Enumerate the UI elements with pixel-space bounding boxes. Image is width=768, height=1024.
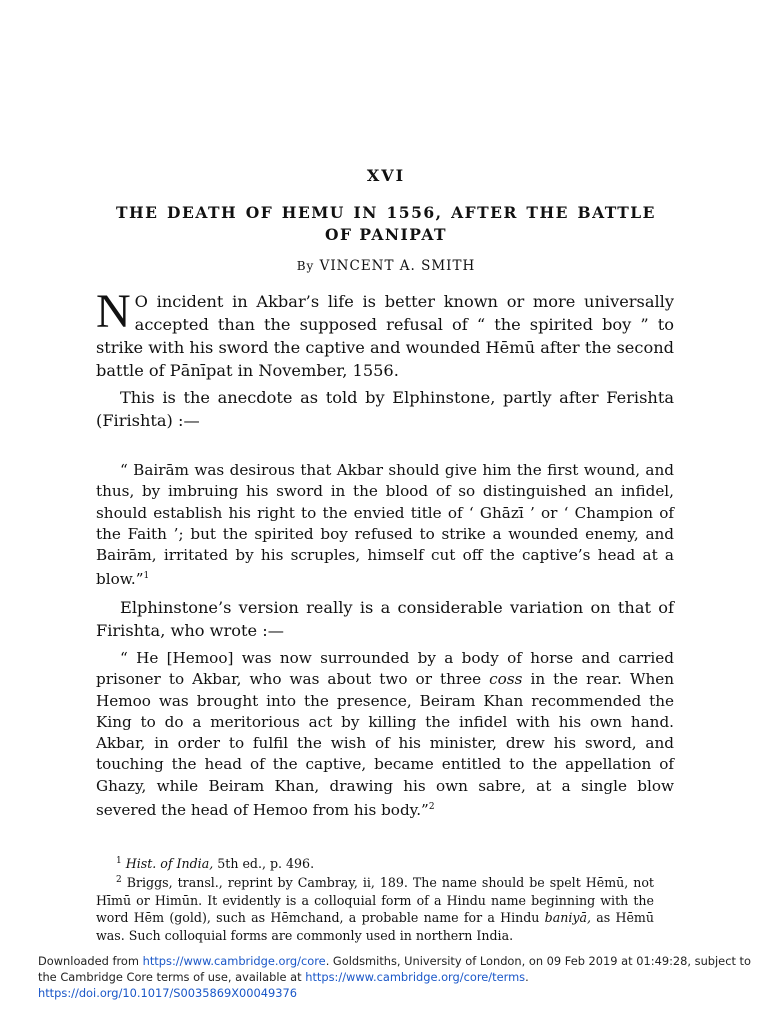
quote-2-coss: coss (489, 670, 523, 689)
paragraph-2: This is the anecdote as told by Elphinstone, partly after Ferishta (Firishta) :— (96, 388, 674, 430)
drop-cap: N (96, 285, 131, 338)
cambridge-core-link[interactable]: https://www.cambridge.org/core (142, 954, 326, 968)
footnote-1-title: Hist. of India, (125, 856, 214, 872)
footnote-2-part2: as Hēmū was. Such colloquial forms are commonly used in northern India. (96, 910, 654, 943)
quote-2-part2: in the rear. When Hemoo was brought into the presence, Beiram Khan recommended the King to do a meritorious act by killing the infidel with his own hand. Akbar, in order to fulfil the wish of his minister, drew his sword, and touching the head of the captive, became entitled to the appellation of Ghazy, while Beiram Khan, drawing his own sabre, at a single blow severed the head of Hemoo from his body.” (96, 670, 674, 820)
footer-text-1: Downloaded from (38, 954, 139, 968)
quote-elphinstone (96, 460, 674, 591)
byline (96, 258, 676, 274)
footer-text-2: . Goldsmiths, University of London, on 09 Feb 2019 at 01:49:28, subject to the Cambridge Core terms of use, available at (38, 954, 751, 984)
footnote-2-mark: 2 (116, 875, 122, 885)
footnote-2-part1: Briggs, transl., reprint by Cambray, ii, 189. The name should be spelt Hēmū, not Hīmū or Himūn. It evidently is a colloquial form of a Hindu name beginning with the word Hēm (gold), such as Hēmchand, a probable name for a Hindu (96, 875, 654, 926)
footnote-2-italic: baniyā, (544, 910, 592, 926)
terms-link[interactable]: https://www.cambridge.org/core/terms (305, 970, 526, 984)
paragraph-3: Elphinstone’s version really is a considerable variation on that of Firishta, who wrote :— (96, 598, 674, 640)
paragraph-1 (96, 285, 674, 382)
quote-firishta (96, 648, 674, 821)
footnote-1-text: 5th ed., p. 496. (217, 856, 315, 872)
opening-section (96, 285, 674, 432)
quote-2-part1: “ He [Hemoo] was now surrounded by a body of horse and carried prisoner to Akbar, who was about two or three (96, 649, 674, 689)
footnote-1 (96, 853, 654, 873)
paragraph-1-text: O incident in Akbar’s life is better known or more universally accepted than the supposed refusal of “ the spirited boy ” to strike with his sword the captive and wounded Hēmū after the second battle of Pānīpat in November, 1556. (96, 292, 674, 380)
footnote-1-mark: 1 (116, 856, 122, 866)
quote-1-text: “ Bairām was desirous that Akbar should give him the first wound, and thus, by imbruing his sword in the blood of so distinguished an infidel, should establish his right to the envied title of ‘ Ghāzī ’ or ‘ Champion of the Faith ’; but the spirited boy refused to strike a wounded enemy, and Bairām, irritated by his scruples, himself cut off the captive’s head at a blow.” (96, 461, 674, 589)
author-name: VINCENT A. SMITH (319, 258, 476, 274)
chapter-number: XVI (366, 166, 406, 185)
download-notice (38, 953, 758, 1001)
article-title: THE DEATH OF HEMU IN 1556, AFTER THE BATTLE OF PANIPAT (116, 203, 656, 244)
doi-link[interactable]: https://doi.org/10.1017/S0035869X00049376 (38, 986, 298, 1000)
byline-prefix: By (296, 259, 315, 273)
footnote-ref-1: 1 (143, 571, 150, 582)
footnote-ref-2: 2 (428, 802, 435, 813)
footer-text-3: . (525, 970, 529, 984)
footnote-2 (96, 872, 654, 944)
